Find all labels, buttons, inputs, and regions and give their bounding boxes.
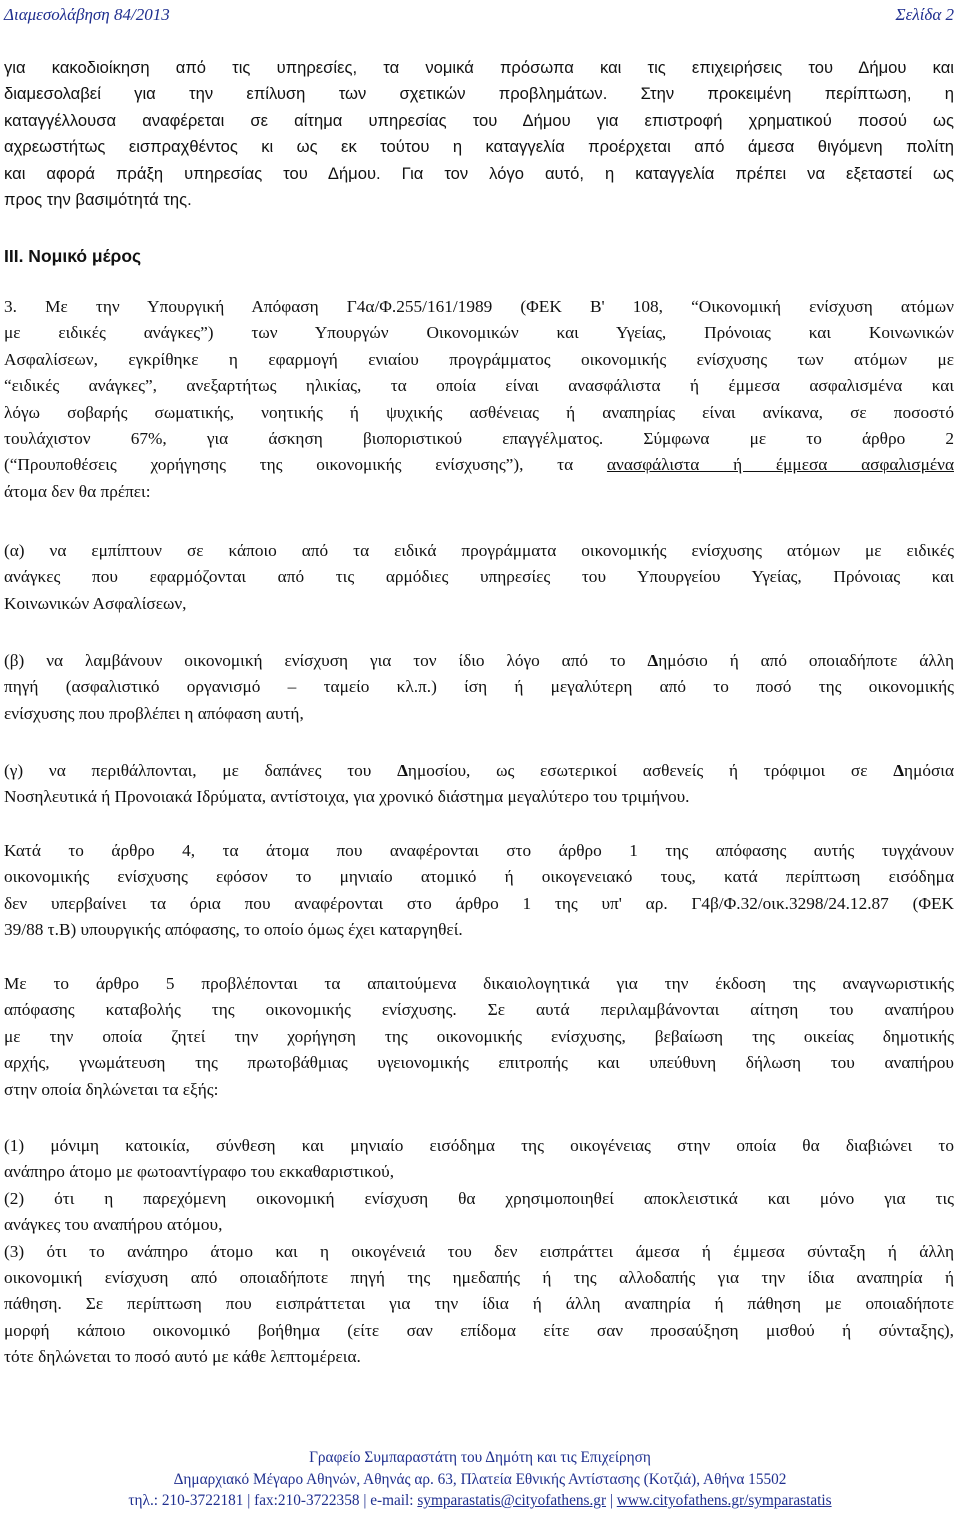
bold-letter: Δ — [893, 761, 905, 780]
text-line: με την οποία ζητεί την χορήγηση της οικονομικής ενίσχυσης, βεβαίωση της οικείας δημοτικής — [4, 1026, 954, 1046]
text-line: με ειδικές ανάγκες”) των Υπουργών Οικονομικών και Υγείας, Πρόνοιας και Κοινωνικών — [4, 323, 954, 343]
text-line: καταγγέλλουσα αναφέρεται σε αίτημα υπηρεσίας του Δήμου για επιστροφή χρηματικού ποσού ως — [4, 110, 954, 130]
text-line: προς την βασιμότητά της. — [4, 190, 192, 210]
text-line: Κατά το άρθρο 4, τα άτομα που αναφέρονται στο άρθρο 1 της απόφασης αυτής τυγχάνουν — [4, 841, 954, 860]
paragraph-article-5 — [4, 971, 954, 1103]
paragraph-intro — [4, 55, 954, 213]
text-line: ανάγκες που εφαρμόζονται από τις αρμόδιες υπηρεσίες του Υπουργείου Υγείας, Πρόνοιας και — [4, 567, 954, 587]
paragraph-article-4 — [4, 838, 954, 944]
email-link[interactable]: symparastatis@cityofathens.gr — [417, 1492, 607, 1509]
list-item-line: (2) ότι η παρεχόμενη οικονομική ενίσχυση θα χρησιμοποιηθεί αποκλειστικά και μόνο για τις — [4, 1188, 954, 1208]
list-item-line: μορφή κάποιο οικονομικό βοήθημα (είτε σαν επίδομα είτε σαν προσαύξηση μισθού ή σύνταξης), — [4, 1320, 954, 1340]
text-line: Νοσηλευτικά ή Προνοιακά Ιδρύματα, αντίστοιχα, για χρονικό διάστημα μεγαλύτερο του τριμήνου. — [4, 787, 690, 807]
text-line: αχρεωστήτως εισπραχθέντος κι ως εκ τούτου η καταγγελία προέρχεται από άμεσα θιγόμενη πολίτη — [4, 137, 954, 157]
text-line — [4, 452, 954, 478]
text-line: για κακοδιοίκηση από τις υπηρεσίες, τα νομικά πρόσωπα και τις επιχειρήσεις του Δήμου και — [4, 58, 954, 77]
bold-letter: Δ — [647, 651, 659, 670]
text-line — [4, 758, 954, 784]
text-line: (α) να εμπίπτουν σε κάποιο από τα ειδικά προγράμματα οικονομικής ενίσχυσης ατόμων με ειδικές — [4, 541, 954, 560]
text-line: τουλάχιστον 67%, για άσκηση βιοποριστικού επαγγέλματος. Σύμφωνα με το άρθρο 2 — [4, 429, 954, 449]
text-line: στην οποία δηλώνεται τα εξής: — [4, 1079, 219, 1099]
declaration-list — [4, 1133, 954, 1371]
paragraph-legal-basis — [4, 294, 954, 505]
text-line: 39/88 τ.Β) υπουργικής απόφασης, το οποίο όμως έχει καταργηθεί. — [4, 920, 463, 940]
footer-office-name: Γραφείο Συμπαραστάτη του Δημότη και τις Επιχείρηση — [309, 1449, 651, 1466]
footer-address: Δημαρχιακό Μέγαρο Αθηνών, Αθηνάς αρ. 63, Πλατεία Εθνικής Αντίστασης (Κοτζιά), Αθήνα 15502 — [173, 1470, 787, 1488]
page-footer — [0, 1447, 960, 1512]
footer-phone-fax: τηλ.: 210-3722181 | fax:210-3722358 | e-mail: — [128, 1492, 418, 1509]
text-line: Ασφαλίσεων, εγκρίθηκε η εφαρμογή ενιαίου προγράμματος οικονομικής ενίσχυσης των ατόμων με — [4, 349, 954, 369]
text-run: ημόσιο ή από οποιαδήποτε άλλη — [658, 651, 954, 670]
list-item-line: πάθηση. Σε περίπτωση που εισπράττεται για την ίδια ή άλλη αναπηρία ή πάθηση με οποιαδήποτε — [4, 1294, 954, 1314]
text-line: ενίσχυσης που προβλέπει η απόφαση αυτή, — [4, 703, 304, 723]
text-line: Με το άρθρο 5 προβλέπονται τα απαιτούμενα δικαιολογητικά για την έκδοση της αναγνωριστικής — [4, 974, 954, 993]
list-item-line: τότε δηλώνεται το ποσό αυτό με κάθε λεπτομέρεια. — [4, 1347, 361, 1367]
text-line: 3. Με την Υπουργική Απόφαση Γ4α/Φ.255/161/1989 (ΦΕΚ Β' 108, “Οικονομική ενίσχυση ατόμων — [4, 297, 954, 316]
website-link[interactable]: www.cityofathens.gr/symparastatis — [616, 1492, 832, 1509]
text-run: (β) να λαμβάνουν οικονομική ενίσχυση για τον ίδιο λόγο από το — [4, 651, 648, 670]
text-run: ημόσια — [904, 761, 955, 780]
text-line: απόφασης καταβολής της οικονομικής ενίσχυσης. Σε αυτά περιλαμβάνονται αίτηση του αναπήρου — [4, 1000, 954, 1020]
underlined-text: ανασφάλιστα ή έμμεσα ασφαλισμένα — [606, 455, 954, 475]
list-item-line: οικονομική ενίσχυση από οποιαδήποτε πηγή της ημεδαπής ή της αλλοδαπής για την ίδια αναπηρία ή — [4, 1268, 954, 1288]
text-line: λόγω σοβαρής σωματικής, νοητικής ή ψυχικής ασθένειας ή αναπηρίας είναι ανίκανα, σε ποσοστό — [4, 402, 954, 422]
condition-c — [4, 758, 954, 811]
section-heading: ΙΙΙ. Νομικό μέρος — [4, 246, 142, 266]
list-item-line: ανάγκες του αναπήρου ατόμου, — [4, 1215, 223, 1235]
page-number: Σελίδα 2 — [895, 5, 954, 24]
condition-a — [4, 538, 954, 617]
text-line: άτομα δεν θα πρέπει: — [4, 481, 151, 501]
text-line: πηγή (ασφαλιστικό οργανισμό – ταμείο κλ.π.) ίση ή μεγαλύτερη από το ποσό της οικονομικής — [4, 677, 954, 697]
list-item-line: ανάπηρο άτομο με φωτοαντίγραφο του εκκαθαριστικού, — [4, 1162, 395, 1182]
text-line: “ειδικές ανάγκες”, ανεξαρτήτως ηλικίας, τα οποία είναι ανασφάλιστα ή έμμεσα ασφαλισμένα και — [4, 376, 954, 396]
page-header — [4, 2, 954, 24]
text-line — [4, 648, 954, 674]
text-run: (“Προυποθέσεις χορήγησης της οικονομικής ενίσχυσης”), τα — [4, 455, 607, 475]
separator: | — [606, 1492, 617, 1509]
text-run: (γ) να περιθάλπονται, με δαπάνες του — [4, 761, 398, 780]
list-item-line: (1) μόνιμη κατοικία, σύνθεση και μηνιαίο εισόδημα της οικογένειας στην οποία θα διαβιώνει το — [4, 1136, 954, 1155]
footer-contacts — [0, 1490, 960, 1512]
text-run: ημοσίου, ως εσωτερικοί ασθενείς ή τρόφιμοι σε — [407, 761, 894, 780]
text-line: και αφορά πράξη υπηρεσίας του Δήμου. Για τον λόγο αυτό, η καταγγελία πρέπει να εξεταστεί ως — [4, 163, 954, 183]
list-item-line: (3) ότι το ανάπηρο άτομο και η οικογένειά του δεν εισπράττει άμεσα ή έμμεσα σύνταξη ή άλλη — [4, 1241, 954, 1261]
text-line: αρχής, γνωμάτευση της πρωτοβάθμιας υγειονομικής επιτροπής και υπεύθυνη δήλωση του αναπήρου — [4, 1053, 954, 1073]
bold-letter: Δ — [397, 761, 408, 780]
text-line: διαμεσολαβεί για την επίλυση των σχετικών προβλημάτων. Στην προκειμένη περίπτωση, η — [4, 84, 954, 104]
text-line: οικονομικής ενίσχυσης εφόσον το μηνιαίο ατομικό ή οικογενειακό τους, κατά περίπτωση εισόδημα — [4, 867, 954, 887]
document-reference: Διαμεσολάβηση 84/2013 — [4, 5, 170, 24]
text-line: Κοινωνικών Ασφαλίσεων, — [4, 593, 187, 613]
condition-b — [4, 648, 954, 727]
text-line: δεν υπερβαίνει τα όρια που αναφέρονται στο άρθρο 1 της υπ' αρ. Γ4β/Φ.32/οικ.3298/24.12.87 (ΦΕΚ — [4, 893, 954, 913]
